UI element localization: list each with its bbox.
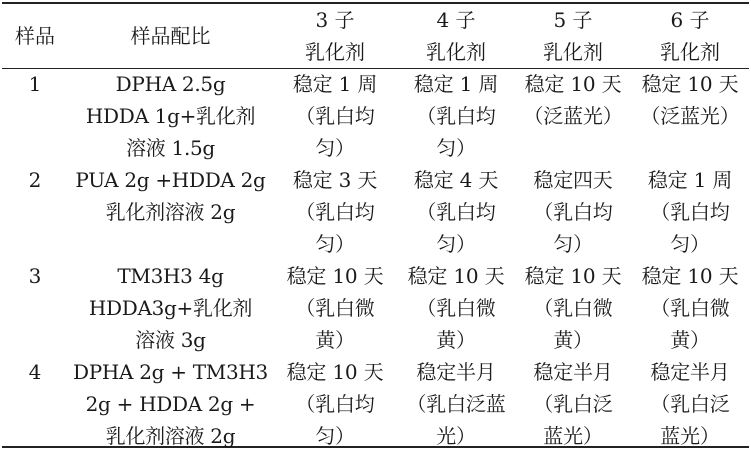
cell-emulsifier-5: 稳定四天 （乳白均 匀） xyxy=(533,168,613,256)
header-row xyxy=(2,4,749,68)
cell-emulsifier-5: 稳定 10 天 （泛蓝光） xyxy=(523,72,623,128)
cell-emulsifier-3: 稳定 10 天 （乳白均 匀） xyxy=(286,360,384,448)
cell-emulsifier-3: 稳定 1 周 （乳白均 匀） xyxy=(292,72,378,160)
header-ratio: 样品配比 xyxy=(130,24,211,48)
table-row xyxy=(2,356,749,452)
cell-ratio: PUA 2g +HDDA 2g 乳化剂溶液 2g xyxy=(75,168,266,224)
emulsion-stability-table xyxy=(2,4,749,452)
cell-emulsifier-6: 稳定 10 天 （泛蓝光） xyxy=(640,72,740,128)
cell-ratio: DPHA 2.5g HDDA 1g+乳化剂 溶液 1.5g xyxy=(85,72,256,160)
cell-sample: 2 xyxy=(28,168,42,192)
cell-emulsifier-5: 稳定半月 （乳白泛 蓝光） xyxy=(533,360,613,448)
table-row xyxy=(2,260,749,356)
cell-sample: 1 xyxy=(28,72,42,96)
cell-emulsifier-3: 稳定 10 天 （乳白微 黄） xyxy=(286,264,384,352)
header-emulsifier-6: 6 子 乳化剂 xyxy=(660,8,720,64)
cell-emulsifier-4: 稳定 10 天 （乳白微 黄） xyxy=(407,264,505,352)
cell-emulsifier-4: 稳定 4 天 （乳白均 匀） xyxy=(413,168,499,256)
header-emulsifier-3: 3 子 乳化剂 xyxy=(305,8,365,64)
header-emulsifier-4: 4 子 乳化剂 xyxy=(426,8,486,64)
header-sample: 样品 xyxy=(15,24,55,48)
cell-emulsifier-5: 稳定 10 天 （乳白微 黄） xyxy=(524,264,622,352)
cell-emulsifier-6: 稳定半月 （乳白泛 蓝光） xyxy=(650,360,730,448)
table-row xyxy=(2,68,749,164)
cell-sample: 3 xyxy=(28,264,42,288)
cell-emulsifier-4: 稳定半月 （乳白泛蓝 光） xyxy=(406,360,506,448)
cell-emulsifier-3: 稳定 3 天 （乳白均 匀） xyxy=(292,168,378,256)
cell-ratio: TM3H3 4g HDDA3g+乳化剂 溶液 3g xyxy=(88,264,253,352)
cell-emulsifier-4: 稳定 1 周 （乳白均 匀） xyxy=(413,72,499,160)
cell-ratio: DPHA 2g + TM3H3 2g + HDDA 2g + 乳化剂溶液 2g xyxy=(73,360,268,448)
cell-sample: 4 xyxy=(28,360,42,384)
cell-emulsifier-6: 稳定 10 天 （乳白微 黄） xyxy=(641,264,739,352)
table-row xyxy=(2,164,749,260)
header-emulsifier-5: 5 子 乳化剂 xyxy=(543,8,603,64)
cell-emulsifier-6: 稳定 1 周 （乳白均 匀） xyxy=(647,168,733,256)
